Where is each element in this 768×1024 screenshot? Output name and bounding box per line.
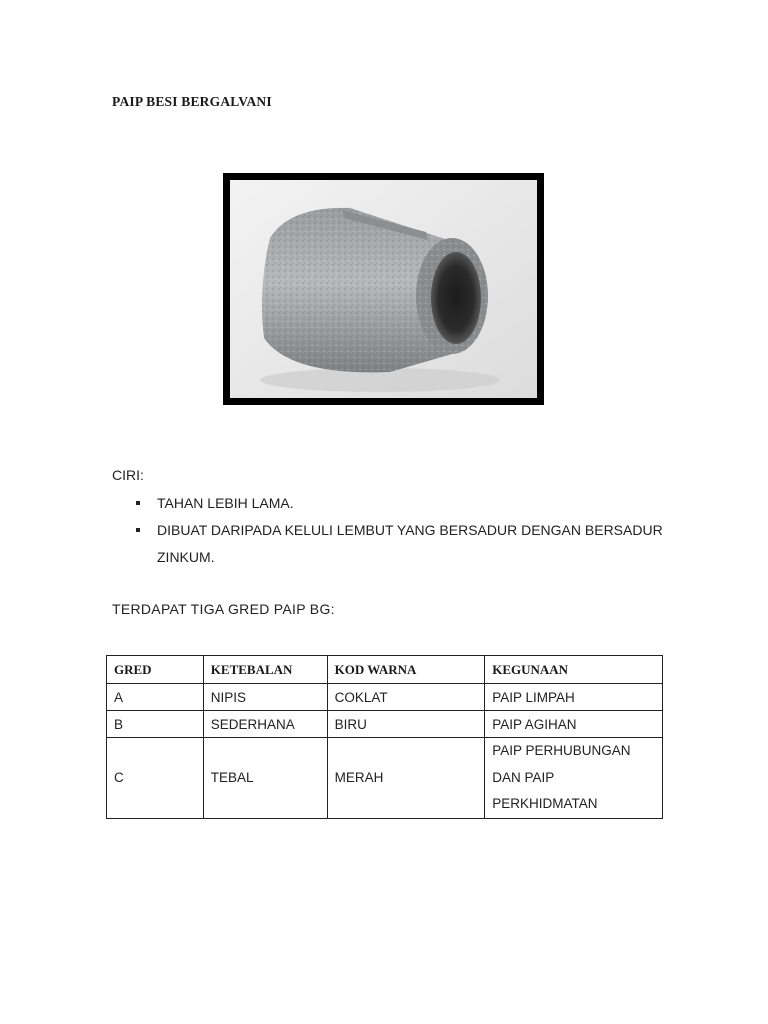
column-header-usage: KEGUNAAN [485, 656, 663, 684]
cell-usage: PAIP AGIHAN [485, 711, 663, 738]
table-header-row [107, 656, 663, 684]
feature-text-continued: ZINKUM. [157, 549, 215, 565]
table-row [107, 684, 663, 711]
usage-line: PAIP PERHUBUNGAN [492, 743, 631, 758]
table-row [107, 738, 663, 819]
feature-text: TAHAN LEBIH LAMA. [157, 495, 294, 511]
features-list [112, 490, 672, 571]
features-heading: CIRI: [112, 467, 144, 483]
cell-thickness: NIPIS [203, 684, 327, 711]
grades-intro: TERDAPAT TIGA GRED PAIP BG: [112, 601, 335, 617]
cell-thickness: SEDERHANA [203, 711, 327, 738]
cell-grade: C [107, 738, 204, 819]
column-header-grade: GRED [107, 656, 204, 684]
column-header-thickness: KETEBALAN [203, 656, 327, 684]
usage-line: DAN PAIP [492, 769, 555, 785]
page-title: PAIP BESI BERGALVANI [112, 94, 272, 109]
cell-usage [485, 738, 663, 819]
galvanized-pipe-socket-photo [230, 180, 537, 398]
cell-thickness: TEBAL [203, 738, 327, 819]
cell-grade: A [107, 684, 204, 711]
grades-table [106, 655, 663, 819]
cell-grade: B [107, 711, 204, 738]
column-header-color-code: KOD WARNA [327, 656, 485, 684]
cell-color-code: BIRU [327, 711, 485, 738]
usage-line: PERKHIDMATAN [492, 796, 598, 811]
list-item [112, 490, 672, 517]
cell-color-code: MERAH [327, 738, 485, 819]
list-item [112, 517, 672, 571]
table-row [107, 711, 663, 738]
cell-color-code: COKLAT [327, 684, 485, 711]
feature-text: DIBUAT DARIPADA KELULI LEMBUT YANG BERSADUR DENGAN BERSADUR [157, 522, 663, 538]
cell-usage: PAIP LIMPAH [485, 684, 663, 711]
pipe-photo-frame [223, 173, 544, 405]
